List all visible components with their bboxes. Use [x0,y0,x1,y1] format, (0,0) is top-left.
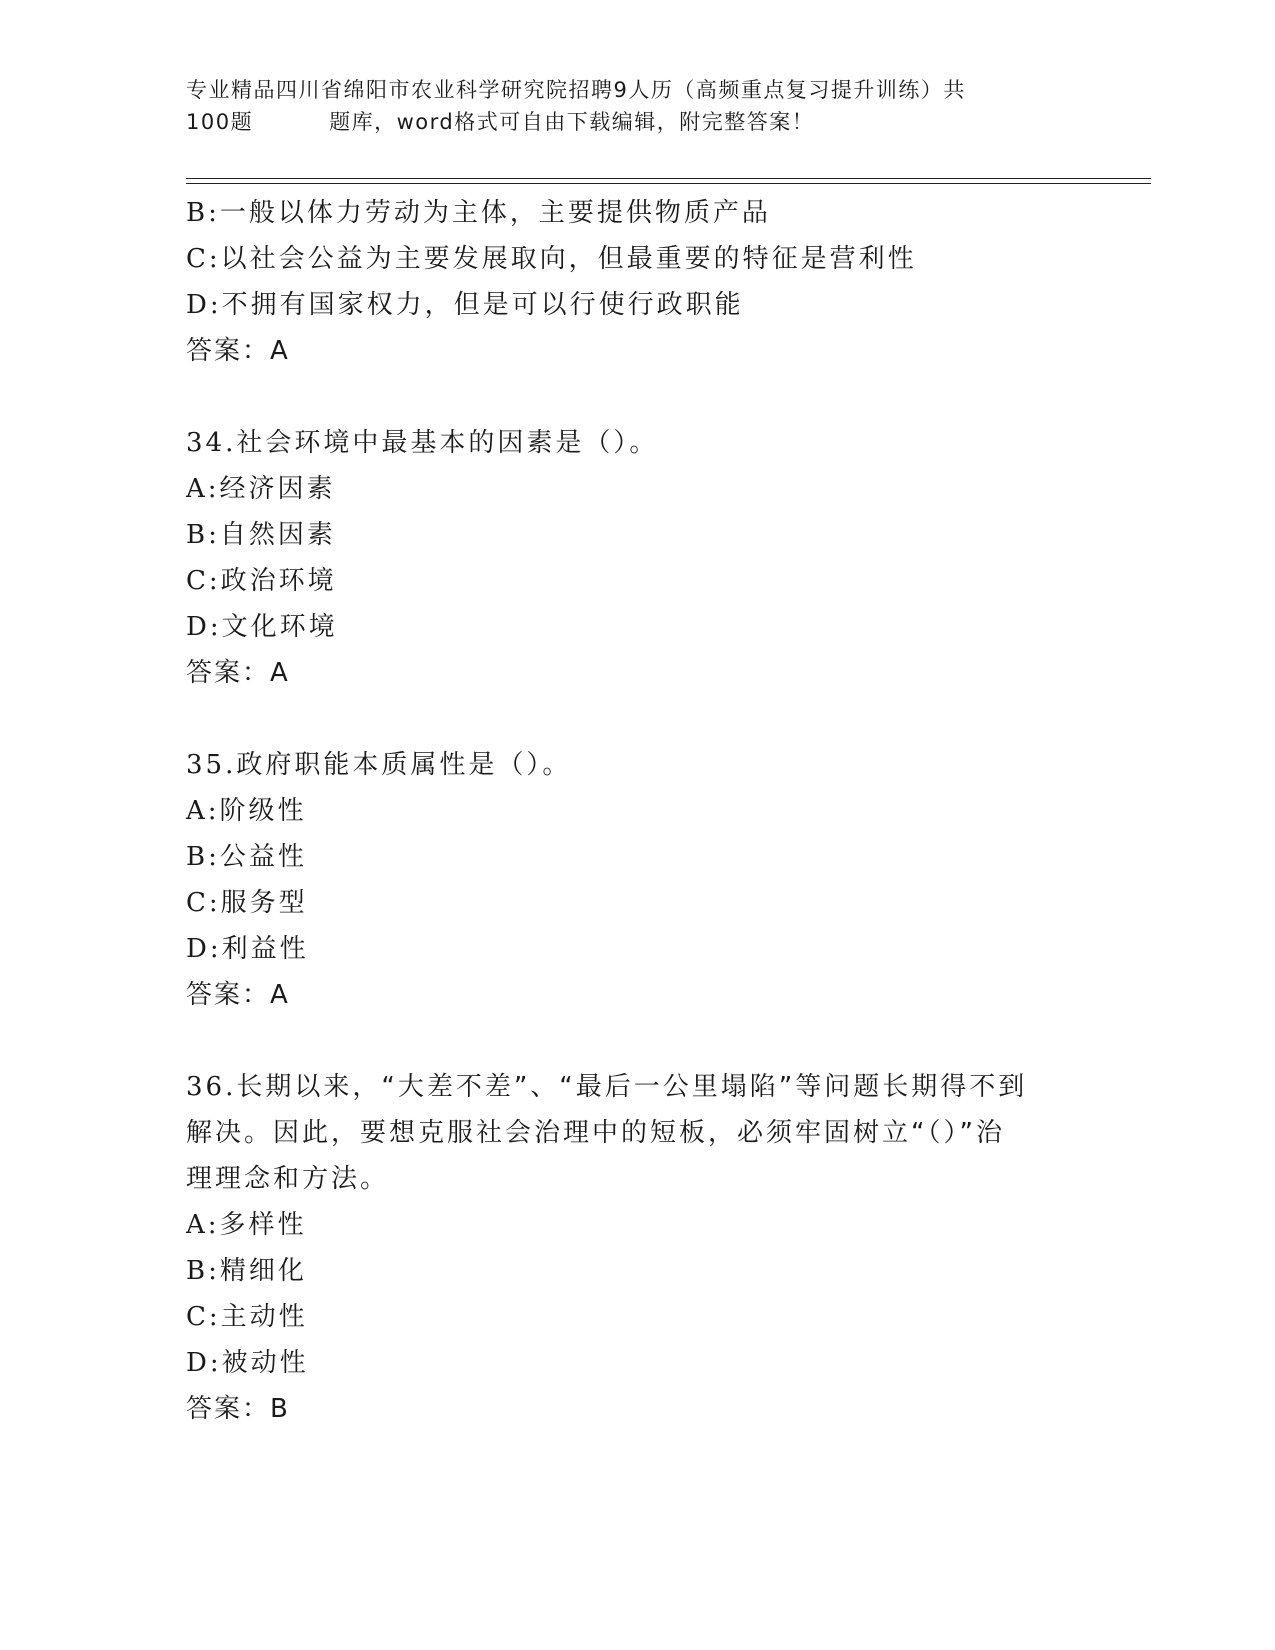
answer: 答案：A [186,980,290,1010]
option-b: B:公益性 [186,842,307,872]
question-stem-line-1: 36.长期以来，“大差不差”、“最后一公里塌陷”等问题长期得不到 [186,1072,1028,1102]
option-b: B:一般以体力劳动为主体，主要提供物质产品 [186,198,771,228]
header-rule-bottom [186,183,1151,184]
answer: 答案：A [186,336,290,366]
option-c: C:以社会公益为主要发展取向，但最重要的特征是营利性 [186,244,917,274]
option-b: B:精细化 [186,1256,307,1286]
option-a: A:阶级性 [186,796,307,826]
option-c: C:政治环境 [186,566,337,596]
question-list [186,190,1086,1432]
header-description: 题库，word格式可自由下载编辑，附完整答案！ [329,110,815,134]
question-35 [186,742,1086,1018]
question-36 [186,1064,1086,1432]
question-stem-line-2: 解决。因此，要想克服社会治理中的短板，必须牢固树立“（）”治 [186,1118,1005,1148]
option-d: D:被动性 [186,1348,309,1378]
document-header [186,74,1086,138]
option-d: D:利益性 [186,934,309,964]
option-a: A:多样性 [186,1210,307,1240]
option-c: C:主动性 [186,1302,308,1332]
option-b: B:自然因素 [186,520,336,550]
option-c: C:服务型 [186,888,308,918]
header-line-2 [186,106,1086,138]
answer: 答案：A [186,658,290,688]
option-d: D:不拥有国家权力，但是可以行使行政职能 [186,290,744,320]
question-stem: 34.社会环境中最基本的因素是（）。 [186,428,659,458]
question-33-tail [186,190,1086,374]
option-d: D:文化环境 [186,612,338,642]
header-rule-top [186,178,1151,179]
header-line-1: 专业精品四川省绵阳市农业科学研究院招聘9人历（高频重点复习提升训练）共 [186,78,966,102]
option-a: A:经济因素 [186,474,336,504]
question-stem: 35.政府职能本质属性是（）。 [186,750,572,780]
header-question-count: 100题 [186,110,254,134]
answer: 答案：B [186,1394,290,1424]
question-stem-line-3: 理理念和方法。 [186,1164,390,1194]
question-34 [186,420,1086,696]
